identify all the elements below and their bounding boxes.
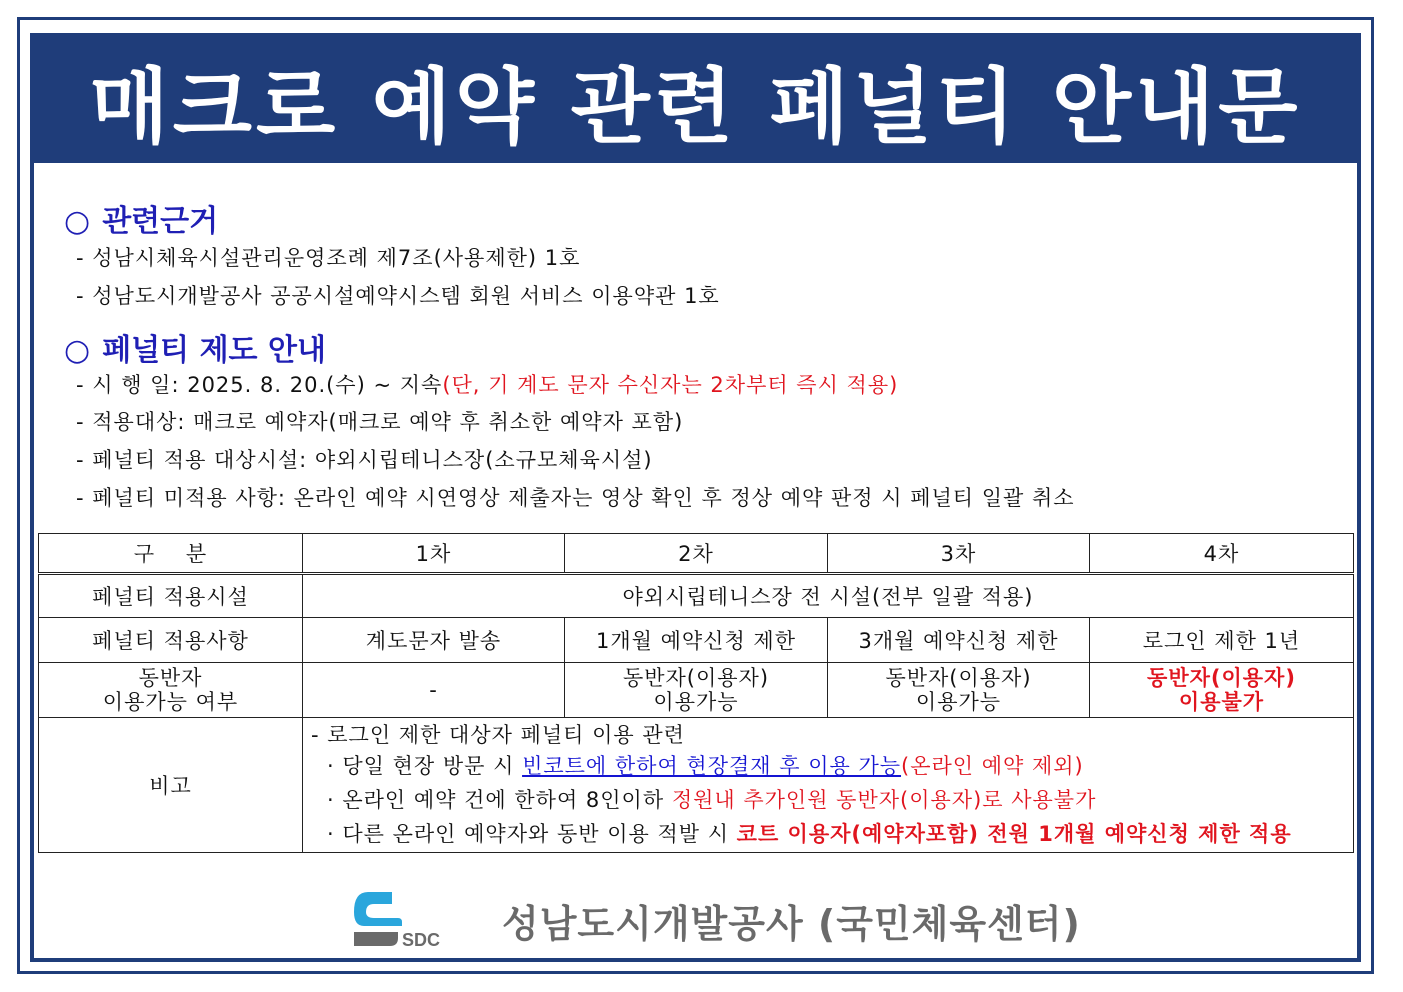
- measure-2nd: 1개월 예약신청 제한: [565, 618, 828, 663]
- circle-marker: ○: [64, 204, 91, 239]
- note-line-2: [311, 783, 1353, 817]
- note-cell: [303, 718, 1354, 853]
- measure-1st: 계도문자 발송: [303, 618, 565, 663]
- companion-2nd-line2: 이용가능: [653, 690, 739, 714]
- companion-3rd: [828, 663, 1090, 718]
- table-row: [39, 618, 1354, 663]
- row-label-companion: [39, 663, 303, 718]
- measure-4th: 로그인 제한 1년: [1090, 618, 1354, 663]
- effective-date-note: (단, 기 계도 문자 수신자는 2차부터 즉시 적용): [442, 373, 899, 397]
- penalty-line-effective-date: [76, 369, 898, 399]
- section-heading-text: 관련근거: [102, 204, 219, 239]
- note2-text: · 온라인 예약 건에 한하여 8인이하: [327, 788, 672, 812]
- companion-label-line1: 동반자: [138, 666, 203, 690]
- header-4th: 4차: [1090, 534, 1354, 574]
- row-label-facility: 페널티 적용시설: [39, 574, 303, 618]
- measure-3rd: 3개월 예약신청 제한: [828, 618, 1090, 663]
- note1-red: (온라인 예약 제외): [901, 754, 1084, 778]
- note3-red: 코트 이용자(예약자포함) 전원 1개월 예약신청 제한 적용: [736, 822, 1292, 846]
- note3-text: · 다른 온라인 예약자와 동반 이용 적발 시: [327, 822, 737, 846]
- companion-2nd-line1: 동반자(이용자): [622, 666, 770, 690]
- companion-4th-line2: 이용불가: [1178, 690, 1265, 714]
- basis-line-1: - 성남시체육시설관리운영조례 제7조(사용제한) 1호: [76, 246, 581, 270]
- table-row: [39, 663, 1354, 718]
- organization-name: 성남도시개발공사 (국민체육센터): [502, 901, 1081, 946]
- row-label-note: 비고: [39, 718, 303, 853]
- note1-text: · 당일 현장 방문 시: [327, 754, 523, 778]
- section-heading-penalty: [64, 325, 326, 369]
- note-title: - 로그인 제한 대상자 페널티 이용 관련: [311, 723, 685, 747]
- penalty-line-facility: - 페널티 적용 대상시설: 야외시립테니스장(소규모체육시설): [76, 448, 653, 472]
- basis-line-2: - 성남도시개발공사 공공시설예약시스템 회원 서비스 이용약관 1호: [76, 284, 720, 308]
- companion-3rd-line1: 동반자(이용자): [885, 666, 1032, 690]
- section-heading-basis: [64, 196, 218, 240]
- table-header-row: [39, 534, 1354, 574]
- header-1st: 1차: [303, 534, 565, 574]
- penalty-line-exemption: - 페널티 미적용 사항: 온라인 예약 시연영상 제출자는 영상 확인 후 정상 예약 판정 시 페널티 일괄 취소: [76, 486, 1075, 510]
- page-title: 매크로 예약 관련 페널티 안내문: [89, 59, 1302, 155]
- companion-2nd: [565, 663, 828, 718]
- note2-red: 정원내 추가인원 동반자(이용자)로 사용불가: [671, 788, 1097, 812]
- note1-highlight: 빈코트에 한하여 현장결재 후 이용 가능: [522, 754, 902, 778]
- circle-marker: ○: [64, 333, 91, 368]
- penalty-line-target: - 적용대상: 매크로 예약자(매크로 예약 후 취소한 예약자 포함): [76, 410, 684, 434]
- sdc-logo-icon: [352, 888, 448, 952]
- header-category: 구 분: [39, 534, 303, 574]
- facility-value: 야외시립테니스장 전 시설(전부 일괄 적용): [303, 574, 1354, 618]
- companion-4th: [1090, 663, 1354, 718]
- effective-date-text: - 시 행 일: 2025. 8. 20.(수) ~ 지속: [76, 373, 443, 397]
- header-3rd: 3차: [828, 534, 1090, 574]
- companion-4th-line1: 동반자(이용자): [1147, 666, 1296, 690]
- header-2nd: 2차: [565, 534, 828, 574]
- table-row: [39, 574, 1354, 618]
- footer: [352, 888, 1081, 952]
- note-line-3: [311, 817, 1353, 851]
- companion-3rd-line2: 이용가능: [915, 690, 1002, 714]
- note-line-1: [311, 749, 1353, 783]
- title-banner: [34, 37, 1357, 163]
- table-row: [39, 718, 1354, 853]
- companion-label-line2: 이용가능 여부: [102, 690, 239, 714]
- row-label-measure: 페널티 적용사항: [39, 618, 303, 663]
- section-heading-text: 페널티 제도 안내: [102, 333, 326, 368]
- penalty-table: [38, 533, 1354, 853]
- companion-1st: -: [303, 663, 565, 718]
- logo-text: SDC: [402, 930, 441, 950]
